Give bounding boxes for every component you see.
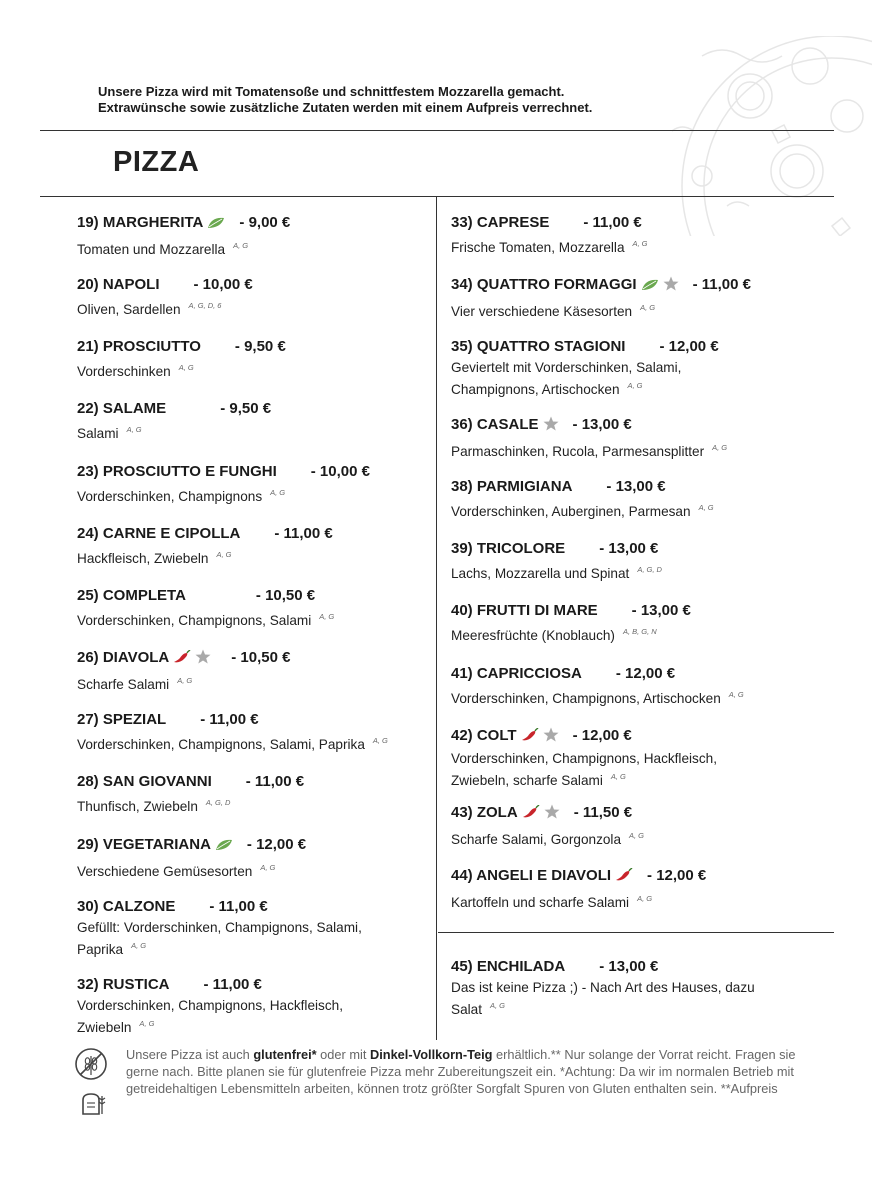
menu-item-name: 25) COMPLETA <box>77 587 186 604</box>
menu-item-name: 35) QUATTRO STAGIONI <box>451 338 626 355</box>
menu-item-heading <box>77 976 377 994</box>
menu-item-description <box>77 421 427 443</box>
column-divider <box>436 196 437 1040</box>
menu-item-ingredients: Vorderschinken, Champignons, Salami, Paprika <box>77 737 365 752</box>
menu-item <box>451 602 801 645</box>
menu-item-description <box>451 499 801 521</box>
allergen-codes: A, G <box>712 443 728 452</box>
menu-item <box>77 463 427 506</box>
allergen-codes: A, G <box>216 550 232 559</box>
menu-item-heading <box>77 587 427 605</box>
leaf-icon <box>215 838 233 856</box>
menu-item <box>451 478 801 521</box>
menu-item-name: 26) DIAVOLA <box>77 649 170 666</box>
menu-item-ingredients: Vorderschinken, Champignons, Hackfleisch, Zwiebeln <box>77 998 343 1035</box>
star-icon <box>195 649 211 669</box>
menu-item-ingredients: Vier verschiedene Käsesorten <box>451 304 633 319</box>
menu-item-ingredients: Tomaten und Mozzarella <box>77 242 226 257</box>
menu-item-price: - 11,00 € <box>583 214 642 231</box>
menu-item-price: - 13,00 € <box>599 958 659 975</box>
menu-item-price: - 10,00 € <box>310 463 370 480</box>
allergen-codes: A, G, D <box>637 565 662 574</box>
menu-item <box>77 214 427 259</box>
allergen-codes: A, G <box>319 612 335 621</box>
menu-item-heading <box>77 649 427 669</box>
menu-item-ingredients: Thunfisch, Zwiebeln <box>77 799 198 814</box>
menu-item-heading <box>77 276 427 294</box>
chili-icon <box>173 650 191 669</box>
menu-item-ingredients: Verschiedene Gemüsesorten <box>77 864 253 879</box>
menu-item-price: - 10,00 € <box>193 276 253 293</box>
menu-item-ingredients: Vorderschinken, Auberginen, Parmesan <box>451 504 691 519</box>
menu-item-description <box>451 359 741 399</box>
menu-item <box>77 773 427 816</box>
menu-item-heading <box>77 836 427 856</box>
menu-item <box>451 338 741 399</box>
menu-item-name: 34) QUATTRO FORMAGGI <box>451 276 637 293</box>
intro-note <box>98 84 592 116</box>
menu-item-name: 39) TRICOLORE <box>451 540 566 557</box>
menu-item-name: 38) PARMIGIANA <box>451 478 573 495</box>
menu-item-name: 36) CASALE <box>451 416 539 433</box>
menu-item-heading <box>451 540 801 558</box>
menu-item-name: 42) COLT <box>451 727 517 744</box>
star-icon <box>663 276 679 296</box>
menu-item-ingredients: Lachs, Mozzarella und Spinat <box>451 566 630 581</box>
menu-item-ingredients: Parmaschinken, Rucola, Parmesansplitter <box>451 444 705 459</box>
menu-item <box>77 525 427 568</box>
menu-item-description <box>451 890 801 912</box>
allergen-codes: A, G <box>640 303 656 312</box>
menu-item <box>77 836 427 881</box>
allergen-codes: A, B, G, N <box>622 627 657 636</box>
menu-item-ingredients: Vorderschinken, Champignons, Artischocken <box>451 691 721 706</box>
menu-item-name: 21) PROSCIUTTO <box>77 338 201 355</box>
menu-item-heading <box>451 602 801 620</box>
menu-item-description <box>451 623 801 645</box>
menu-item-price: - 11,00 € <box>274 525 333 542</box>
menu-item <box>451 665 801 708</box>
menu-item-name: 30) CALZONE <box>77 898 176 915</box>
menu-item-heading <box>451 338 741 356</box>
menu-item-description <box>77 359 427 381</box>
menu-item-price: - 12,00 € <box>246 836 307 853</box>
menu-item-name: 43) ZOLA <box>451 804 518 821</box>
menu-item-description <box>77 484 427 506</box>
menu-item-description <box>451 979 761 1019</box>
gluten-free-note: Unsere Pizza ist auch glutenfrei* oder mit Dinkel-Vollkorn-Teig erhältlich.** Nur solange der Vorrat reicht. Fragen sie gerne nach. Bitte planen sie für glutenfreie Pizza mehr Zubereitungszeit ein. *Achtung: Da wir im normalen Betrieb mit getreidehaltigen Lebensmitteln arbeiten, können trotz größter Sorgfalt Spuren von Gluten enthalten sein. **Aufpreis <box>126 1047 796 1096</box>
menu-item-description <box>77 919 397 959</box>
menu-item-description <box>451 439 801 461</box>
allergen-codes: A, G <box>260 863 276 872</box>
menu-item <box>77 400 427 443</box>
menu-item-description <box>451 561 801 583</box>
menu-item-heading <box>77 525 427 543</box>
menu-item <box>77 649 427 694</box>
whole-grain-bread-icon <box>80 1090 106 1118</box>
menu-item-ingredients: Vorderschinken, Champignons <box>77 489 263 504</box>
chili-icon <box>615 868 633 887</box>
menu-item <box>77 338 427 381</box>
allergen-codes: A, G <box>372 736 388 745</box>
menu-item-name: 22) SALAME <box>77 400 167 417</box>
menu-item-description <box>77 794 427 816</box>
menu-item-name: 40) FRUTTI DI MARE <box>451 602 598 619</box>
menu-item-price: - 11,00 € <box>209 898 268 915</box>
menu-item-ingredients: Das ist keine Pizza ;) - Nach Art des Hauses, dazu Salat <box>451 980 755 1017</box>
chili-icon <box>521 728 539 747</box>
menu-item-description <box>77 297 427 319</box>
menu-item-price: - 10,50 € <box>231 649 291 666</box>
menu-item-heading <box>77 338 427 356</box>
allergen-codes: A, G <box>139 1019 155 1028</box>
menu-item <box>451 804 801 849</box>
menu-item-ingredients: Scharfe Salami <box>77 677 170 692</box>
menu-item-heading <box>77 898 397 916</box>
menu-item-description <box>451 235 801 257</box>
menu-item-price: - 12,00 € <box>615 665 676 682</box>
menu-item-heading <box>451 804 801 824</box>
menu-item-description <box>77 608 427 630</box>
menu-item-heading <box>77 773 427 791</box>
menu-item-description <box>451 750 751 790</box>
menu-item-price: - 13,00 € <box>572 416 632 433</box>
menu-item <box>77 898 397 959</box>
menu-item-description <box>77 546 427 568</box>
menu-item-heading <box>451 478 801 496</box>
menu-item-price: - 9,00 € <box>239 214 291 231</box>
menu-item-heading <box>451 416 801 436</box>
menu-item <box>451 958 761 1019</box>
menu-item-name: 27) SPEZIAL <box>77 711 167 728</box>
menu-item <box>451 214 801 257</box>
allergen-codes: A, G <box>233 241 249 250</box>
allergen-codes: A, G <box>632 239 648 248</box>
menu-item <box>77 976 377 1037</box>
pizza-illustration <box>632 36 872 236</box>
leaf-icon <box>207 216 225 234</box>
menu-item-description <box>451 686 801 708</box>
menu-item-price: - 11,00 € <box>245 773 305 790</box>
allergen-codes: A, G, D, 6 <box>188 301 222 310</box>
menu-item-description <box>77 859 427 881</box>
menu-item-price: - 9,50 € <box>234 338 286 355</box>
menu-item-ingredients: Kartoffeln und scharfe Salami <box>451 895 630 910</box>
star-icon <box>544 804 560 824</box>
intro-line-2: Extrawünsche sowie zusätzliche Zutaten werden mit einem Aufpreis verrechnet. <box>98 100 593 115</box>
menu-item-heading <box>451 958 761 976</box>
menu-item-name: 41) CAPRICCIOSA <box>451 665 582 682</box>
chili-icon <box>522 805 540 824</box>
allergen-codes: A, G, D <box>205 798 231 807</box>
menu-item-name: 32) RUSTICA <box>77 976 170 993</box>
menu-item-description <box>77 672 427 694</box>
menu-item-name: 19) MARGHERITA <box>77 214 204 231</box>
divider-enchilada <box>438 932 834 933</box>
menu-item-heading <box>451 867 801 887</box>
intro-line-1: Unsere Pizza wird mit Tomatensoße und schnittfestem Mozzarella gemacht. <box>98 84 565 99</box>
menu-item-ingredients: Vorderschinken, Champignons, Hackfleisch, Zwiebeln, scharfe Salami <box>451 751 717 788</box>
menu-item <box>451 276 801 321</box>
star-icon <box>543 416 559 436</box>
menu-item-price: - 10,50 € <box>255 587 316 604</box>
allergen-codes: A, G <box>131 941 147 950</box>
menu-item-price: - 12,00 € <box>647 867 707 884</box>
menu-item-price: - 11,00 € <box>692 276 751 293</box>
menu-item-heading <box>77 400 427 418</box>
menu-item-ingredients: Oliven, Sardellen <box>77 302 181 317</box>
allergen-codes: A, G <box>126 425 142 434</box>
menu-item-price: - 9,50 € <box>220 400 272 417</box>
menu-item <box>451 540 801 583</box>
menu-item-ingredients: Vorderschinken <box>77 364 171 379</box>
allergen-codes: A, G <box>610 772 626 781</box>
menu-item-price: - 11,00 € <box>203 976 262 993</box>
menu-item-price: - 12,00 € <box>572 727 632 744</box>
allergen-codes: A, G <box>489 1001 505 1010</box>
menu-item <box>77 711 427 754</box>
divider-header <box>40 196 834 197</box>
menu-item-description <box>77 997 377 1037</box>
menu-item-name: 29) VEGETARIANA <box>77 836 211 853</box>
menu-item-heading <box>451 214 801 232</box>
menu-item-name: 33) CAPRESE <box>451 214 550 231</box>
menu-item-price: - 13,00 € <box>599 540 659 557</box>
menu-item <box>77 276 427 319</box>
menu-item-ingredients: Meeresfrüchte (Knoblauch) <box>451 628 615 643</box>
menu-item-heading <box>451 727 751 747</box>
menu-item-description <box>451 299 801 321</box>
menu-item-ingredients: Gefüllt: Vorderschinken, Champignons, Salami, Paprika <box>77 920 362 957</box>
menu-item-ingredients: Hackfleisch, Zwiebeln <box>77 551 209 566</box>
menu-item-name: 20) NAPOLI <box>77 276 160 293</box>
menu-item-heading <box>77 463 427 481</box>
menu-item <box>451 727 751 790</box>
menu-item-ingredients: Salami <box>77 426 119 441</box>
menu-item-name: 44) ANGELI E DIAVOLI <box>451 867 612 884</box>
menu-item-heading <box>77 214 427 234</box>
menu-item-ingredients: Scharfe Salami, Gorgonzola <box>451 832 622 847</box>
allergen-codes: A, G <box>177 676 193 685</box>
allergen-codes: A, G <box>178 363 194 372</box>
allergen-codes: A, G <box>629 831 645 840</box>
menu-item-ingredients: Geviertelt mit Vorderschinken, Salami, Champignons, Artischocken <box>451 360 682 397</box>
menu-item-price: - 11,50 € <box>573 804 633 821</box>
allergen-codes: A, G <box>637 894 653 903</box>
menu-item-price: - 12,00 € <box>659 338 719 355</box>
menu-item-ingredients: Vorderschinken, Champignons, Salami <box>77 613 312 628</box>
allergen-codes: A, G <box>728 690 744 699</box>
star-icon <box>543 727 559 747</box>
menu-item-description <box>77 732 427 754</box>
menu-item-name: 45) ENCHILADA <box>451 958 566 975</box>
menu-item-description <box>451 827 801 849</box>
allergen-codes: A, G <box>270 488 286 497</box>
menu-item-name: 24) CARNE E CIPOLLA <box>77 525 241 542</box>
menu-item-heading <box>451 665 801 683</box>
menu-item <box>451 867 801 912</box>
menu-item-price: - 11,00 € <box>200 711 259 728</box>
menu-item-description <box>77 237 427 259</box>
menu-item-heading <box>77 711 427 729</box>
menu-item <box>451 416 801 461</box>
menu-item-ingredients: Frische Tomaten, Mozzarella <box>451 240 625 255</box>
allergen-codes: A, G <box>627 381 643 390</box>
divider-top <box>40 130 834 131</box>
menu-item <box>77 587 427 630</box>
menu-item-name: 28) SAN GIOVANNI <box>77 773 212 790</box>
page-title: PIZZA <box>113 146 200 178</box>
menu-item-price: - 13,00 € <box>606 478 666 495</box>
menu-item-price: - 13,00 € <box>631 602 691 619</box>
allergen-codes: A, G <box>698 503 714 512</box>
gluten-free-icon <box>74 1047 108 1081</box>
menu-item-name: 23) PROSCIUTTO E FUNGHI <box>77 463 277 480</box>
leaf-icon <box>641 278 659 296</box>
menu-item-heading <box>451 276 801 296</box>
